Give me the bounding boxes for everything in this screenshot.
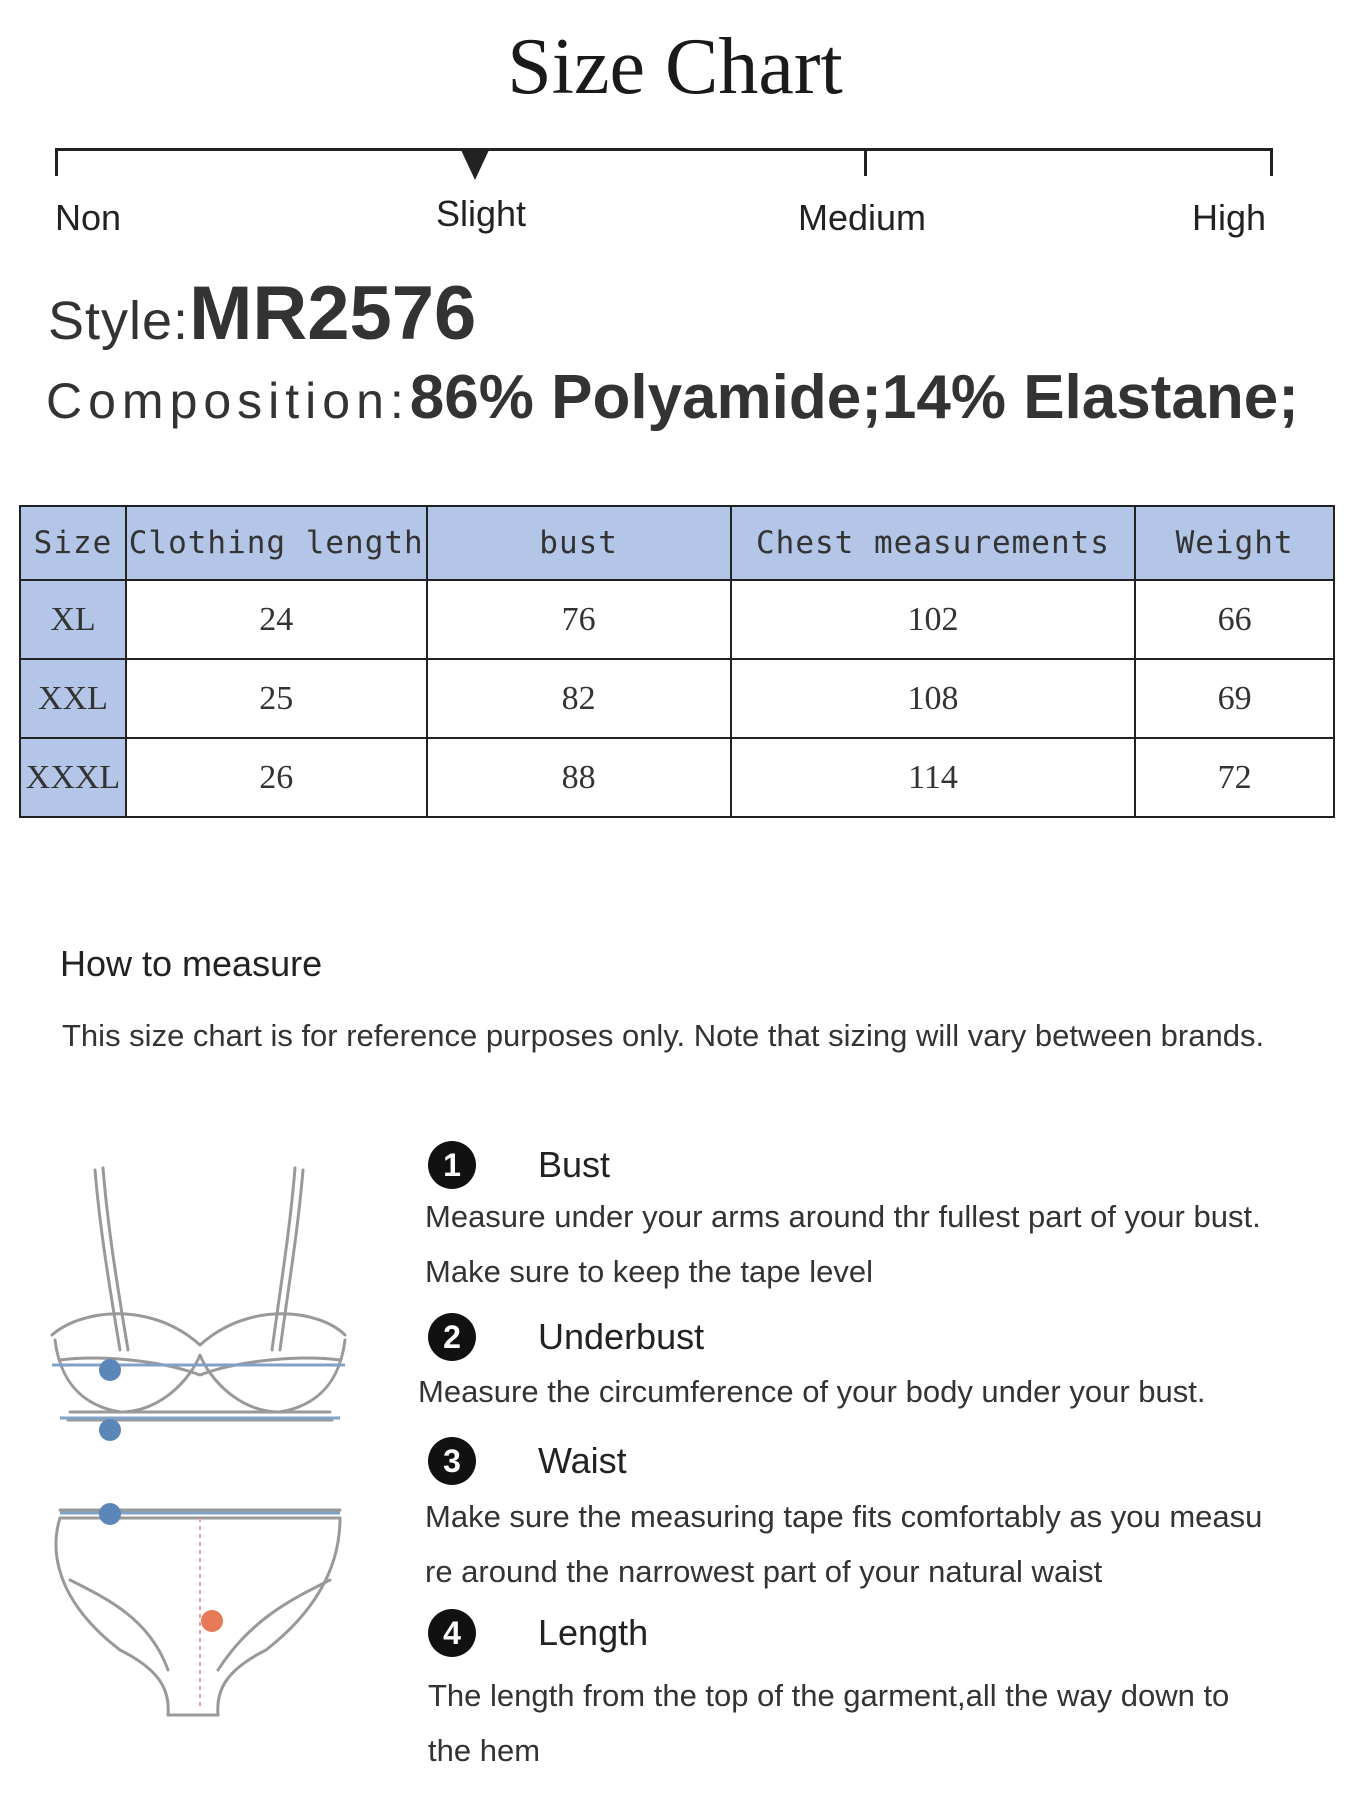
size-cell: XXL: [20, 659, 126, 738]
table-cell: 82: [427, 659, 731, 738]
header-clothing-length: Clothing length: [126, 506, 427, 580]
step-text-bust: [425, 1189, 1325, 1299]
step-title-bust: Bust: [538, 1144, 611, 1185]
scale-line: [55, 148, 1272, 151]
scale-label-medium: Medium: [798, 197, 927, 238]
lingerie-measurement-illustration: [40, 1150, 360, 1730]
table-cell: 66: [1135, 580, 1334, 659]
table-cell: 76: [427, 580, 731, 659]
table-cell: 24: [126, 580, 427, 659]
step-line: Make sure to keep the tape level: [425, 1254, 874, 1289]
header-weight: Weight: [1135, 506, 1334, 580]
style-line: [48, 270, 476, 357]
step-text-length: [428, 1668, 1328, 1778]
header-bust: bust: [427, 506, 731, 580]
header-size: Size: [20, 506, 126, 580]
table-cell: 72: [1135, 738, 1334, 817]
step-line: Measure under your arms around thr fullest part of your bust.: [425, 1199, 1261, 1234]
step-number-2-icon: 2: [428, 1313, 476, 1361]
step-text-underbust: [418, 1364, 1318, 1419]
composition-line: [46, 362, 1299, 433]
how-to-measure-heading: How to measure: [60, 943, 323, 984]
style-value: MR2576: [189, 271, 477, 356]
scale-pointer-icon: [461, 150, 489, 180]
step-title-waist: Waist: [538, 1440, 627, 1481]
scale-tick-non: [55, 148, 58, 176]
scale-tick-high: [1270, 148, 1273, 176]
page-title: Size Chart: [507, 23, 843, 111]
step-line: Make sure the measuring tape fits comfortably as you measu: [425, 1499, 1263, 1534]
step-line: re around the narrowest part of your natural waist: [425, 1554, 1103, 1589]
table-cell: 25: [126, 659, 427, 738]
composition-value: 86% Polyamide;14% Elastane;: [409, 363, 1299, 432]
step-line: Measure the circumference of your body under your bust.: [418, 1374, 1206, 1409]
table-cell: 69: [1135, 659, 1334, 738]
step-line: The length from the top of the garment,all the way down to: [428, 1678, 1230, 1713]
table-cell: 114: [731, 738, 1135, 817]
step-title-length: Length: [538, 1612, 649, 1653]
size-cell: XXXL: [20, 738, 126, 817]
style-label: Style:: [48, 291, 190, 351]
header-chest-measurements: Chest measurements: [731, 506, 1135, 580]
table-cell: 102: [731, 580, 1135, 659]
scale-label-high: High: [1192, 197, 1267, 238]
waist-marker-icon: [99, 1503, 121, 1525]
table-row: [20, 659, 1334, 738]
step-number-1-icon: 1: [428, 1141, 476, 1189]
scale-tick-medium: [864, 148, 867, 176]
composition-label: Composition:: [46, 373, 410, 429]
length-marker-icon: [201, 1610, 223, 1632]
step-title-underbust: Underbust: [538, 1316, 705, 1357]
step-number-4-icon: 4: [428, 1609, 476, 1657]
table-cell: 88: [427, 738, 731, 817]
table-row: [20, 580, 1334, 659]
step-text-waist: [425, 1489, 1325, 1599]
size-table: [19, 505, 1335, 818]
scale-label-slight: Slight: [436, 193, 527, 234]
scale-label-non: Non: [55, 197, 122, 238]
bust-marker-icon: [99, 1359, 121, 1381]
step-line: the hem: [428, 1733, 541, 1768]
step-number-3-icon: 3: [428, 1437, 476, 1485]
size-cell: XL: [20, 580, 126, 659]
table-cell: 108: [731, 659, 1135, 738]
table-header-row: [20, 506, 1334, 580]
table-cell: 26: [126, 738, 427, 817]
table-row: [20, 738, 1334, 817]
reference-note: This size chart is for reference purposes only. Note that sizing will vary between brands.: [62, 1018, 1265, 1053]
underbust-marker-icon: [99, 1419, 121, 1441]
